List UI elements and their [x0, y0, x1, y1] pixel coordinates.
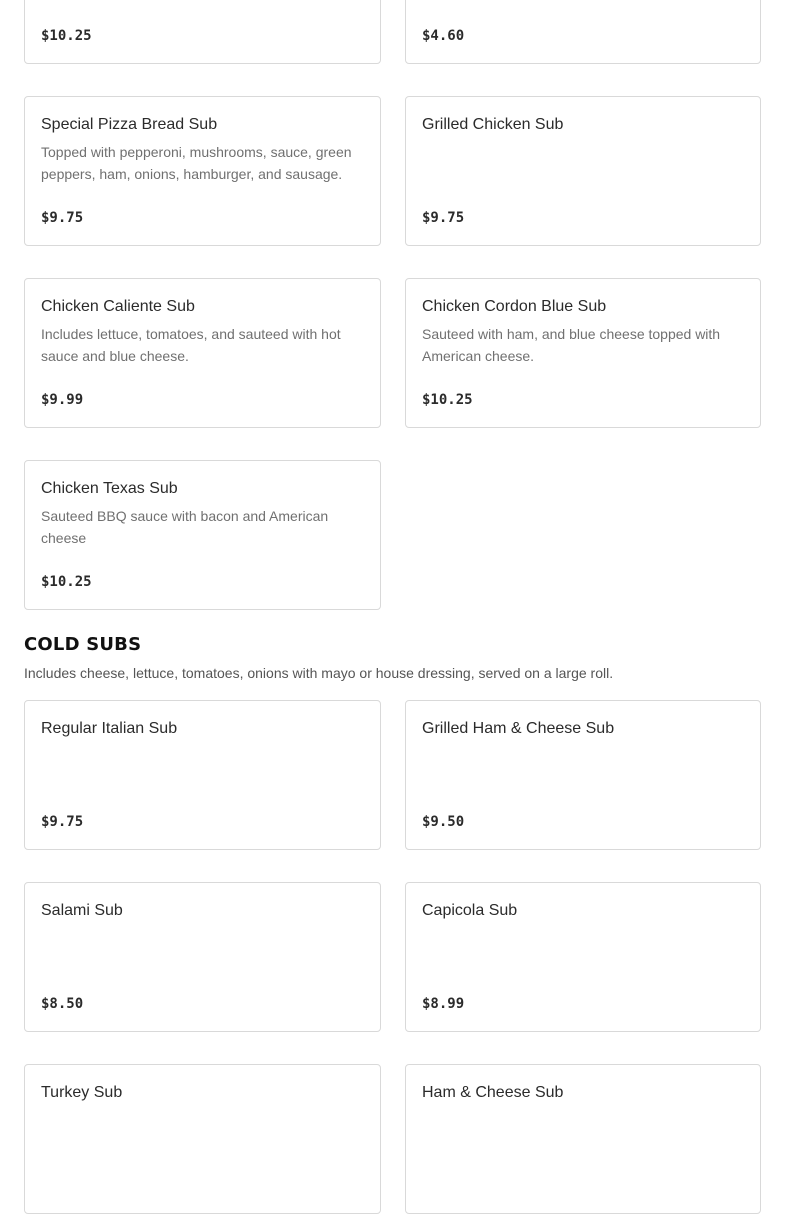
- menu-item-card[interactable]: [405, 700, 761, 850]
- item-name: Capicola Sub: [422, 902, 518, 919]
- menu-item-card[interactable]: [405, 96, 761, 246]
- item-name: Ham & Cheese Sub: [422, 1084, 564, 1101]
- item-price: $10.25: [41, 574, 92, 590]
- item-name: Special Pizza Bread Sub: [41, 116, 218, 133]
- item-name: Turkey Sub: [41, 1084, 123, 1101]
- item-description: Sauteed BBQ sauce with bacon and American cheese: [41, 508, 329, 546]
- item-price: $8.99: [422, 996, 465, 1012]
- menu-item-card[interactable]: [405, 278, 761, 428]
- menu-item-card[interactable]: [24, 882, 381, 1032]
- item-name: Regular Italian Sub: [41, 720, 178, 737]
- item-name: Salami Sub: [41, 902, 123, 919]
- item-price: $9.75: [41, 210, 84, 226]
- item-price: $9.75: [41, 814, 84, 830]
- menu-item-card[interactable]: [405, 882, 761, 1032]
- item-price: $9.75: [422, 210, 465, 226]
- item-price: $10.25: [41, 28, 92, 44]
- menu-item-card[interactable]: [24, 700, 381, 850]
- menu-item-card[interactable]: [24, 1064, 381, 1214]
- item-price: $9.99: [41, 392, 84, 408]
- menu-item-card[interactable]: [24, 278, 381, 428]
- section-title: COLD SUBS: [24, 634, 142, 655]
- item-price: $9.50: [422, 814, 465, 830]
- item-name: Chicken Cordon Blue Sub: [422, 298, 607, 315]
- section-description: Includes cheese, lettuce, tomatoes, onions with mayo or house dressing, served on a large roll.: [24, 665, 614, 681]
- menu-item-card[interactable]: [405, 1064, 761, 1214]
- menu-item-card[interactable]: [24, 0, 381, 64]
- item-name: Grilled Chicken Sub: [422, 116, 564, 133]
- item-description: Topped with pepperoni, mushrooms, sauce, green peppers, ham, onions, hamburger, and sausage.: [41, 144, 352, 182]
- item-price: $8.50: [41, 996, 84, 1012]
- menu-item-card[interactable]: [24, 460, 381, 610]
- item-name: Grilled Ham & Cheese Sub: [422, 720, 615, 737]
- menu-item-card[interactable]: [405, 0, 761, 64]
- menu-item-card[interactable]: [24, 96, 381, 246]
- item-name: Chicken Caliente Sub: [41, 298, 195, 315]
- item-name: Chicken Texas Sub: [41, 480, 178, 497]
- item-description: Includes lettuce, tomatoes, and sauteed with hot sauce and blue cheese.: [41, 326, 341, 364]
- item-description: Sauteed with ham, and blue cheese topped with American cheese.: [422, 326, 721, 364]
- item-price: $10.25: [422, 392, 473, 408]
- item-price: $4.60: [422, 28, 465, 44]
